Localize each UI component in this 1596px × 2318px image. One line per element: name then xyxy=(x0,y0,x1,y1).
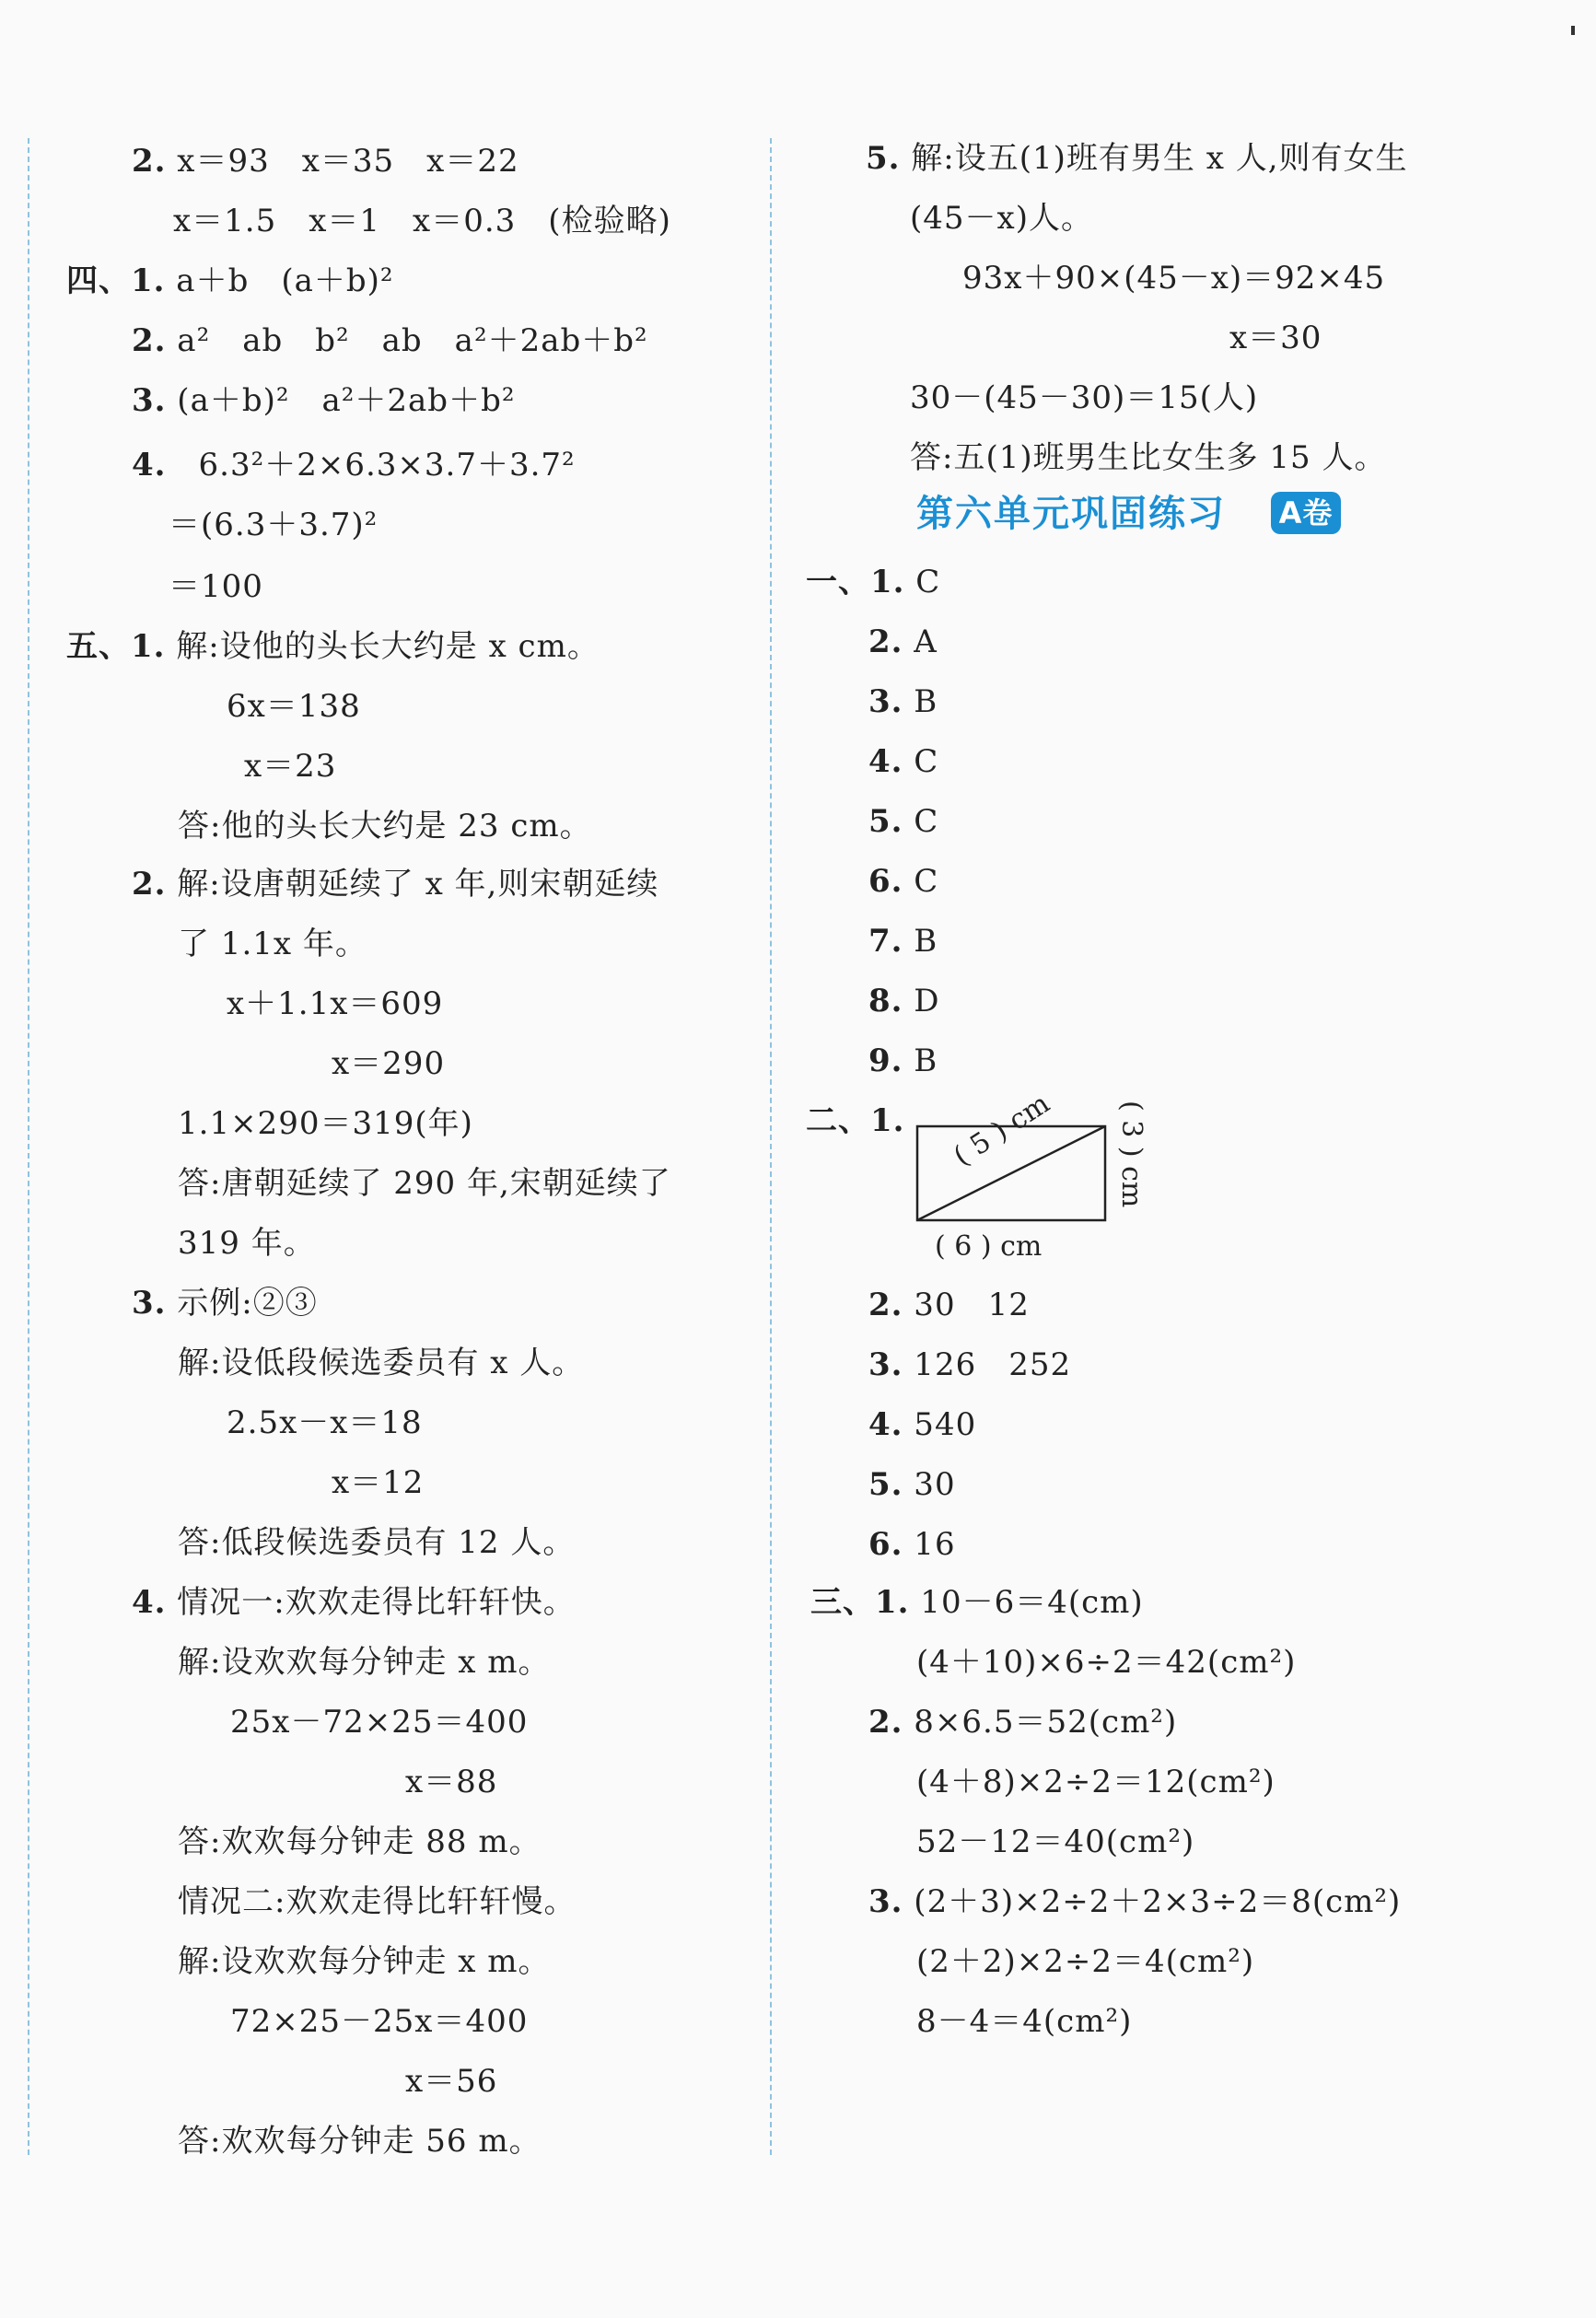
line: 2. a² ab b² ab a²＋2ab＋b² xyxy=(132,322,648,359)
line: 2. 8×6.5＝52(cm²) xyxy=(868,1704,1178,1741)
line: 72×25－25x＝400 xyxy=(230,2003,529,2040)
line: 答:欢欢每分钟走 56 m。 xyxy=(178,2123,542,2160)
line: 3. 126 252 xyxy=(868,1346,1072,1383)
section-badge: A卷 xyxy=(1271,492,1341,534)
line: 了 1.1x 年。 xyxy=(178,926,367,962)
line: 二、1. xyxy=(806,1102,905,1139)
line: 4. 情况一:欢欢走得比轩轩快。 xyxy=(132,1584,576,1621)
line: 2. 30 12 xyxy=(868,1287,1030,1323)
line: 319 年。 xyxy=(178,1225,316,1262)
line: 6. 16 xyxy=(868,1526,956,1563)
line: (2＋2)×2÷2＝4(cm²) xyxy=(916,1943,1255,1980)
line: 8－4＝4(cm²) xyxy=(916,2003,1133,2040)
divider-left xyxy=(28,138,29,2155)
line: ＝100 xyxy=(169,568,263,605)
line: x＝23 xyxy=(244,748,337,785)
divider-middle xyxy=(770,138,772,2155)
line: x＝30 xyxy=(1229,320,1322,356)
line: 4. 540 xyxy=(868,1406,977,1443)
line: 一、1. C xyxy=(806,564,941,600)
line: 1.1×290＝319(年) xyxy=(178,1105,473,1142)
line: 5. 30 xyxy=(868,1466,956,1503)
line: 93x＋90×(45－x)＝92×45 xyxy=(962,260,1386,297)
line: 答:他的头长大约是 23 cm。 xyxy=(178,808,592,844)
line: 3. (2＋3)×2÷2＋2×3÷2＝8(cm²) xyxy=(868,1883,1402,1920)
line: 2. x＝93 x＝35 x＝22 xyxy=(132,143,519,180)
line: 四、1. a＋b (a＋b)² xyxy=(66,262,394,299)
diagonal-label: ( 5 ) cm xyxy=(948,1087,1056,1173)
line: 6x＝138 xyxy=(227,688,361,725)
line: 52－12＝40(cm²) xyxy=(916,1823,1195,1860)
line: x＝1.5 x＝1 x＝0.3 (检验略) xyxy=(173,203,671,239)
section-title: 第六单元巩固练习 xyxy=(916,493,1226,535)
line: x＝12 xyxy=(332,1464,425,1501)
line: ＝(6.3＋3.7)² xyxy=(169,507,379,543)
line: (4＋10)×6÷2＝42(cm²) xyxy=(916,1644,1297,1681)
line: (4＋8)×2÷2＝12(cm²) xyxy=(916,1764,1276,1800)
line: 8. D xyxy=(868,983,940,1019)
line: 答:低段候选委员有 12 人。 xyxy=(178,1524,576,1561)
line: 答:欢欢每分钟走 88 m。 xyxy=(178,1823,542,1860)
line: 2. 解:设唐朝延续了 x 年,则宋朝延续 xyxy=(132,866,659,903)
line: x＝56 xyxy=(405,2063,498,2100)
line: 答:唐朝延续了 290 年,宋朝延续了 xyxy=(178,1165,671,1202)
line: 解:设欢欢每分钟走 x m。 xyxy=(178,1644,551,1681)
line: 6. C xyxy=(868,863,939,900)
line: 9. B xyxy=(868,1043,938,1079)
line: 3. (a＋b)² a²＋2ab＋b² xyxy=(132,382,516,419)
line: 5. 解:设五(1)班有男生 x 人,则有女生 xyxy=(866,140,1408,177)
line: 3. B xyxy=(868,683,938,720)
line: 三、1. 10－6＝4(cm) xyxy=(810,1584,1144,1621)
line: x＝290 xyxy=(332,1045,446,1082)
line: x＝88 xyxy=(405,1764,498,1800)
line: (45－x)人。 xyxy=(910,200,1093,237)
line: 解:设低段候选委员有 x 人。 xyxy=(178,1345,585,1381)
line: 五、1. 解:设他的头长大约是 x cm。 xyxy=(66,628,600,665)
line: 4. 6.3²＋2×6.3×3.7＋3.7² xyxy=(132,447,576,483)
line: 2. A xyxy=(868,623,938,660)
line: 5. C xyxy=(868,803,939,840)
line: 2.5x－x＝18 xyxy=(227,1404,423,1441)
page-dot xyxy=(1571,26,1575,35)
line: 25x－72×25＝400 xyxy=(230,1704,529,1741)
line: 解:设欢欢每分钟走 x m。 xyxy=(178,1943,551,1980)
line: 3. 示例:②③ xyxy=(132,1285,318,1322)
line: 情况二:欢欢走得比轩轩慢。 xyxy=(178,1883,577,1920)
width-label: ( 6 ) cm xyxy=(935,1230,1043,1263)
line: 答:五(1)班男生比女生多 15 人。 xyxy=(910,439,1387,476)
line: 30－(45－30)＝15(人) xyxy=(910,379,1259,416)
line: x＋1.1x＝609 xyxy=(227,985,444,1022)
line: 7. B xyxy=(868,923,938,960)
height-label: ( 3 ) cm xyxy=(1115,1101,1147,1208)
line: 4. C xyxy=(868,743,939,780)
